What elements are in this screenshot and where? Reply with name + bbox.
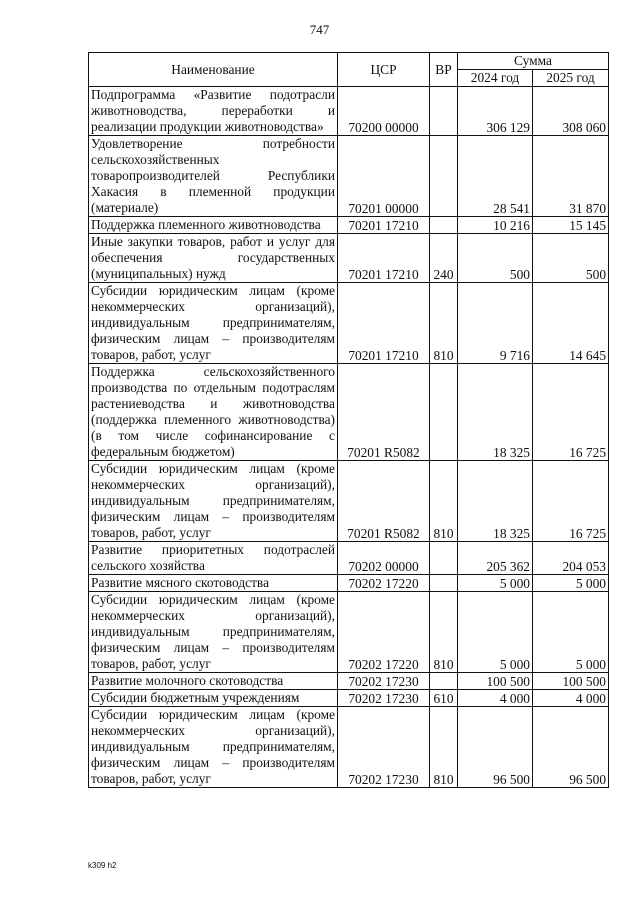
- row-vr: 240: [430, 234, 458, 283]
- row-vr: [430, 542, 458, 575]
- table-row: [89, 364, 609, 461]
- row-csr: 70202 00000: [338, 542, 430, 575]
- row-name: Развитие мясного скотоводства: [89, 575, 338, 592]
- row-sum-2024: 4 000: [458, 690, 533, 707]
- row-vr: 810: [430, 283, 458, 364]
- table-row: [89, 217, 609, 234]
- table-row: [89, 673, 609, 690]
- row-sum-2025: 31 870: [533, 136, 609, 217]
- row-csr: 70201 R5082: [338, 364, 430, 461]
- header-vr: ВР: [430, 53, 458, 87]
- table-row: [89, 234, 609, 283]
- row-vr: 610: [430, 690, 458, 707]
- table-row: [89, 283, 609, 364]
- table-row: [89, 461, 609, 542]
- row-sum-2024: 306 129: [458, 87, 533, 136]
- table-row: [89, 87, 609, 136]
- row-sum-2025: 96 500: [533, 707, 609, 788]
- row-vr: [430, 217, 458, 234]
- row-name: Субсидии юридическим лицам (кроме некоммерческих организаций), индивидуальным предпринимателям, физическим лицам – производителям товаров, работ, услуг: [89, 592, 338, 673]
- row-csr: 70200 00000: [338, 87, 430, 136]
- header-csr: ЦСР: [338, 53, 430, 87]
- table-body: [89, 87, 609, 788]
- row-csr: 70202 17230: [338, 690, 430, 707]
- row-name: Поддержка сельскохозяйственного производства по отдельным подотраслям растениеводства и животноводства (поддержка племенного животноводства) (в том числе софинансирование с федеральным бюджетом): [89, 364, 338, 461]
- table-row: [89, 575, 609, 592]
- row-sum-2024: 500: [458, 234, 533, 283]
- row-name: Субсидии бюджетным учреждениям: [89, 690, 338, 707]
- row-vr: [430, 575, 458, 592]
- row-vr: [430, 136, 458, 217]
- row-sum-2025: 308 060: [533, 87, 609, 136]
- row-csr: 70201 R5082: [338, 461, 430, 542]
- row-csr: 70202 17220: [338, 575, 430, 592]
- row-sum-2024: 9 716: [458, 283, 533, 364]
- row-name: Развитие приоритетных подотраслей сельского хозяйства: [89, 542, 338, 575]
- row-sum-2025: 15 145: [533, 217, 609, 234]
- row-vr: [430, 673, 458, 690]
- row-vr: [430, 87, 458, 136]
- row-name: Иные закупки товаров, работ и услуг для обеспечения государственных (муниципальных) нужд: [89, 234, 338, 283]
- row-name: Субсидии юридическим лицам (кроме некоммерческих организаций), индивидуальным предпринимателям, физическим лицам – производителям товаров, работ, услуг: [89, 283, 338, 364]
- row-vr: 810: [430, 461, 458, 542]
- row-sum-2024: 100 500: [458, 673, 533, 690]
- row-csr: 70202 17230: [338, 707, 430, 788]
- budget-table: [88, 52, 609, 788]
- row-sum-2024: 18 325: [458, 364, 533, 461]
- table-row: [89, 690, 609, 707]
- row-sum-2025: 14 645: [533, 283, 609, 364]
- page-number: 747: [309, 22, 330, 37]
- row-name: Подпрограмма «Развитие подотрасли животноводства, переработки и реализации продукции животноводства»: [89, 87, 338, 136]
- row-sum-2025: 16 725: [533, 461, 609, 542]
- row-csr: 70201 00000: [338, 136, 430, 217]
- table-row: [89, 542, 609, 575]
- row-csr: 70202 17220: [338, 592, 430, 673]
- row-sum-2025: 500: [533, 234, 609, 283]
- row-name: Субсидии юридическим лицам (кроме некоммерческих организаций), индивидуальным предпринимателям, физическим лицам – производителям товаров, работ, услуг: [89, 707, 338, 788]
- row-sum-2024: 96 500: [458, 707, 533, 788]
- row-sum-2024: 18 325: [458, 461, 533, 542]
- row-sum-2024: 10 216: [458, 217, 533, 234]
- row-sum-2024: 5 000: [458, 592, 533, 673]
- row-sum-2024: 205 362: [458, 542, 533, 575]
- row-sum-2025: 4 000: [533, 690, 609, 707]
- row-sum-2024: 28 541: [458, 136, 533, 217]
- row-name: Поддержка племенного животноводства: [89, 217, 338, 234]
- row-csr: 70201 17210: [338, 217, 430, 234]
- header-year-2024: 2024 год: [458, 70, 533, 87]
- header-sum: Сумма: [458, 53, 609, 70]
- row-name: Развитие молочного скотоводства: [89, 673, 338, 690]
- row-csr: 70201 17210: [338, 283, 430, 364]
- row-name: Субсидии юридическим лицам (кроме некоммерческих организаций), индивидуальным предпринимателям, физическим лицам – производителям товаров, работ, услуг: [89, 461, 338, 542]
- table-row: [89, 592, 609, 673]
- row-vr: 810: [430, 592, 458, 673]
- row-vr: [430, 364, 458, 461]
- footer-code: k309 h2: [88, 861, 117, 870]
- table-row: [89, 707, 609, 788]
- header-name: Наименование: [89, 53, 338, 87]
- row-sum-2025: 16 725: [533, 364, 609, 461]
- row-sum-2024: 5 000: [458, 575, 533, 592]
- row-sum-2025: 204 053: [533, 542, 609, 575]
- row-sum-2025: 5 000: [533, 592, 609, 673]
- table-row: [89, 136, 609, 217]
- row-sum-2025: 100 500: [533, 673, 609, 690]
- row-csr: 70201 17210: [338, 234, 430, 283]
- row-name: Удовлетворение потребности сельскохозяйственных товаропроизводителей Республики Хакасия в племенной продукции (материале): [89, 136, 338, 217]
- row-csr: 70202 17230: [338, 673, 430, 690]
- row-vr: 810: [430, 707, 458, 788]
- header-year-2025: 2025 год: [533, 70, 609, 87]
- row-sum-2025: 5 000: [533, 575, 609, 592]
